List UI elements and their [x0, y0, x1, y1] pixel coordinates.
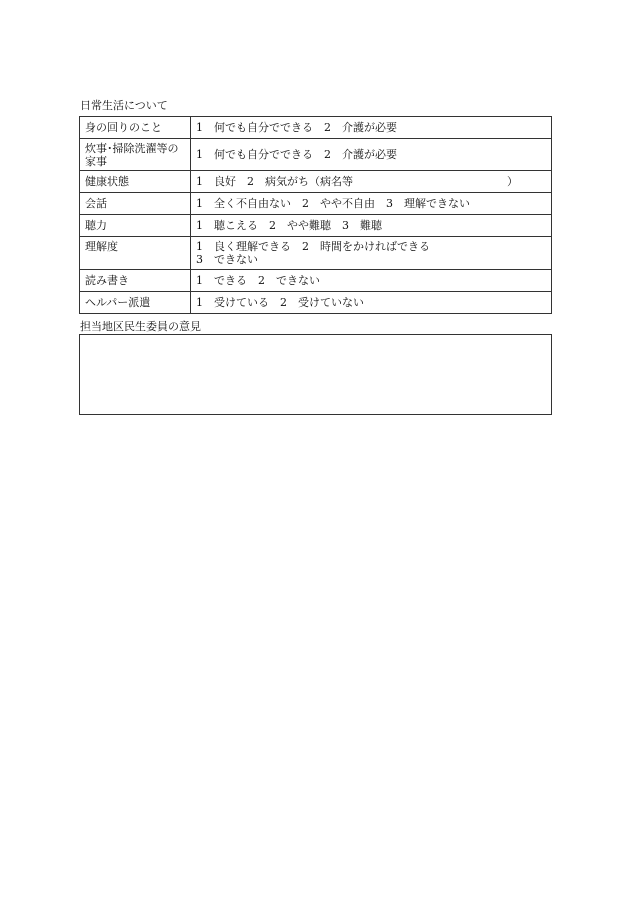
row-options — [191, 139, 552, 171]
table-row — [80, 270, 552, 292]
row-options — [191, 193, 552, 215]
row-label: 身の回りのこと — [80, 117, 191, 139]
option-line: 1 できる 2 できない — [196, 274, 320, 287]
table-row — [80, 292, 552, 314]
row-label: 聴力 — [80, 215, 191, 237]
row-label: 炊事･掃除洗濯等の家事 — [80, 139, 191, 171]
table-row — [80, 215, 552, 237]
option-line: 1 良好 2 病気がち（病名等 ） — [196, 175, 518, 188]
table-row — [80, 117, 552, 139]
option-line: 1 全く不自由ない 2 やや不自由 3 理解できない — [196, 197, 470, 210]
table-row — [80, 237, 552, 270]
option-line: 1 聴こえる 2 やや難聴 3 難聴 — [196, 219, 382, 232]
row-label: ヘルパー派遣 — [80, 292, 191, 314]
row-options — [191, 117, 552, 139]
row-options — [191, 270, 552, 292]
table-row — [80, 193, 552, 215]
row-options — [191, 237, 552, 270]
row-label: 健康状態 — [80, 171, 191, 193]
table-row — [80, 171, 552, 193]
row-label: 理解度 — [80, 237, 191, 270]
option-line: 1 何でも自分でできる 2 介護が必要 — [196, 121, 397, 134]
row-label: 会話 — [80, 193, 191, 215]
table-row — [80, 139, 552, 171]
option-line: 1 何でも自分でできる 2 介護が必要 — [196, 148, 397, 161]
row-label: 読み書き — [80, 270, 191, 292]
opinion-box[interactable] — [79, 334, 552, 415]
option-line: 1 良く理解できる 2 時間をかければできる — [196, 240, 430, 253]
daily-life-heading: 日常生活について — [80, 99, 168, 112]
daily-life-table — [79, 116, 552, 314]
row-options — [191, 215, 552, 237]
option-line: 3 できない — [196, 253, 258, 266]
row-options — [191, 292, 552, 314]
option-line: 1 受けている 2 受けていない — [196, 296, 364, 309]
row-options — [191, 171, 552, 193]
opinion-heading: 担当地区民生委員の意見 — [80, 320, 201, 333]
